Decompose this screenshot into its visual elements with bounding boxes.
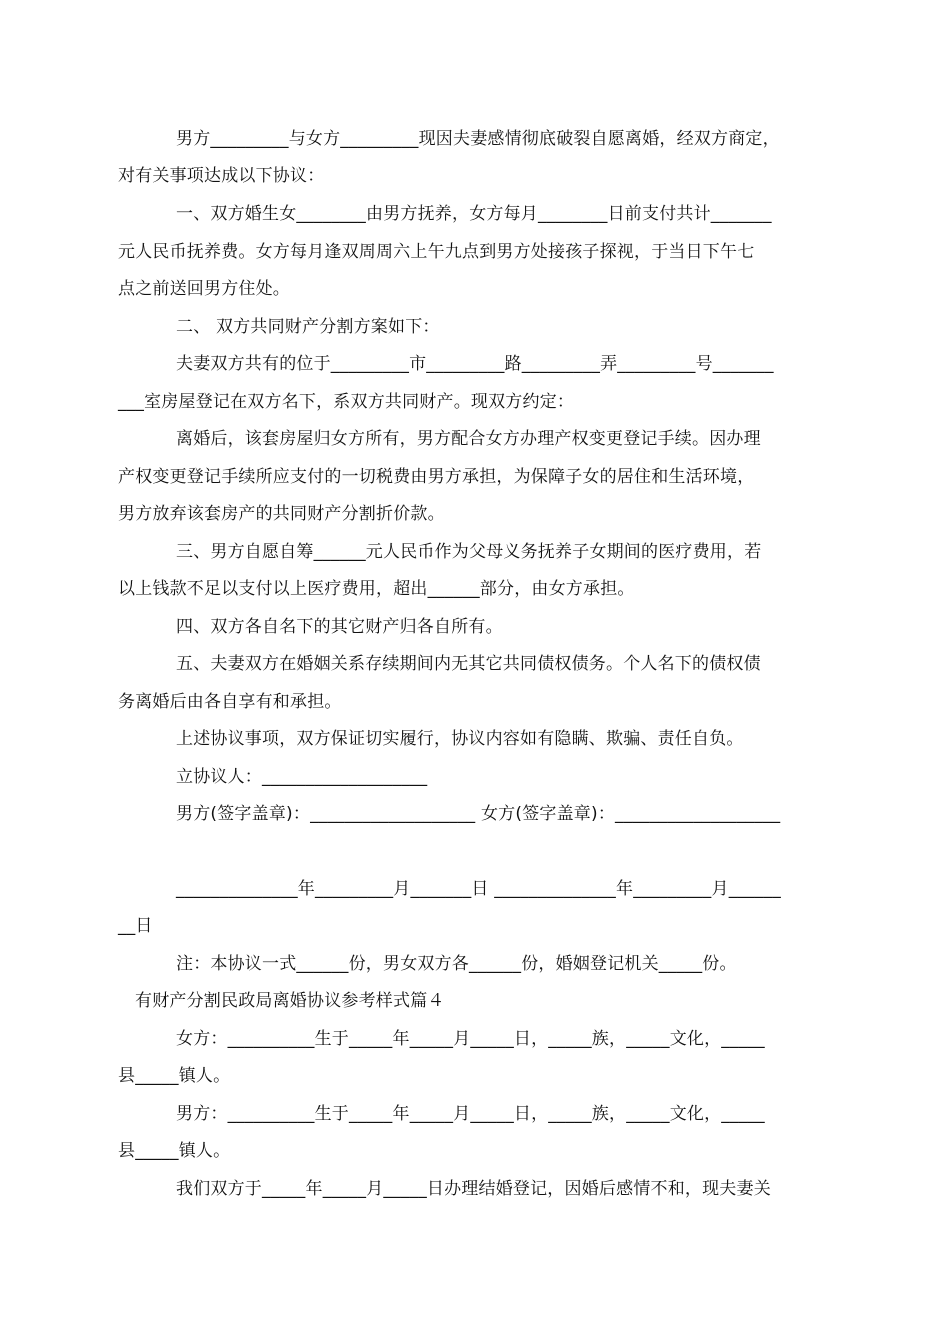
section-title: 有财产分割民政局离婚协议参考样式篇４ [135, 991, 445, 1011]
note-line: 注：本协议一式______份，男女双方各______份，婚姻登记机关_____份。 [176, 954, 737, 974]
text-line: 产权变更登记手续所应支付的一切税费由男方承担，为保障子女的居住和生活环境， [118, 467, 755, 487]
text-line: 对有关事项达成以下协议： [118, 166, 325, 186]
signatory-line: 立协议人：___________________ [176, 767, 428, 787]
text-line: 上述协议事项，双方保证切实履行，协议内容如有隐瞒、欺骗、责任自负。 [176, 729, 744, 749]
text-line: 元人民币抚养费。女方每月逢双周周六上午九点到男方处接孩子探视，于当日下午七 [118, 242, 755, 262]
text-line: 男方_________与女方_________现因夫妻感情彻底破裂自愿离婚，经双方商定， [176, 129, 780, 149]
signature-line: 男方(签字盖章)：___________________ 女方(签字盖章)：___________________ [176, 804, 781, 824]
date-line: __日 [118, 916, 153, 936]
section-heading: 二、 双方共同财产分割方案如下： [176, 317, 440, 337]
date-line: ______________年_________月_______日 ______________年_________月______ [176, 879, 781, 899]
text-line: 点之前送回男方住处。 [118, 279, 290, 299]
text-line: 男方：__________生于_____年_____月_____日，_____族，_____文化，_____ [176, 1104, 765, 1124]
text-line: ___室房屋登记在双方名下，系双方共同财产。现双方约定： [118, 392, 575, 412]
text-line: 县_____镇人。 [118, 1141, 231, 1161]
text-line: 以上钱款不足以支付以上医疗费用，超出______部分，由女方承担。 [118, 579, 635, 599]
text-line: 一、双方婚生女________由男方抚养，女方每月________日前支付共计_______ [176, 204, 772, 224]
text-line: 三、男方自愿自筹______元人民币作为父母义务抚养子女期间的医疗费用，若 [176, 542, 762, 562]
text-line: 男方放弃该套房产的共同财产分割折价款。 [118, 504, 445, 524]
text-line: 女方：__________生于_____年_____月_____日，_____族，_____文化，_____ [176, 1029, 765, 1049]
text-line: 离婚后，该套房屋归女方所有，男方配合女方办理产权变更登记手续。因办理 [176, 429, 761, 449]
text-line: 四、双方各自名下的其它财产归各自所有。 [176, 617, 503, 637]
text-line: 五、夫妻双方在婚姻关系存续期间内无其它共同债权债务。个人名下的债权债 [176, 654, 761, 674]
text-line: 夫妻双方共有的位于_________市_________路_________弄_________号_______ [176, 354, 774, 374]
text-line: 县_____镇人。 [118, 1066, 231, 1086]
text-line: 务离婚后由各自享有和承担。 [118, 692, 342, 712]
text-line: 我们双方于_____年_____月_____日办理结婚登记，因婚后感情不和，现夫妻关 [176, 1179, 771, 1199]
